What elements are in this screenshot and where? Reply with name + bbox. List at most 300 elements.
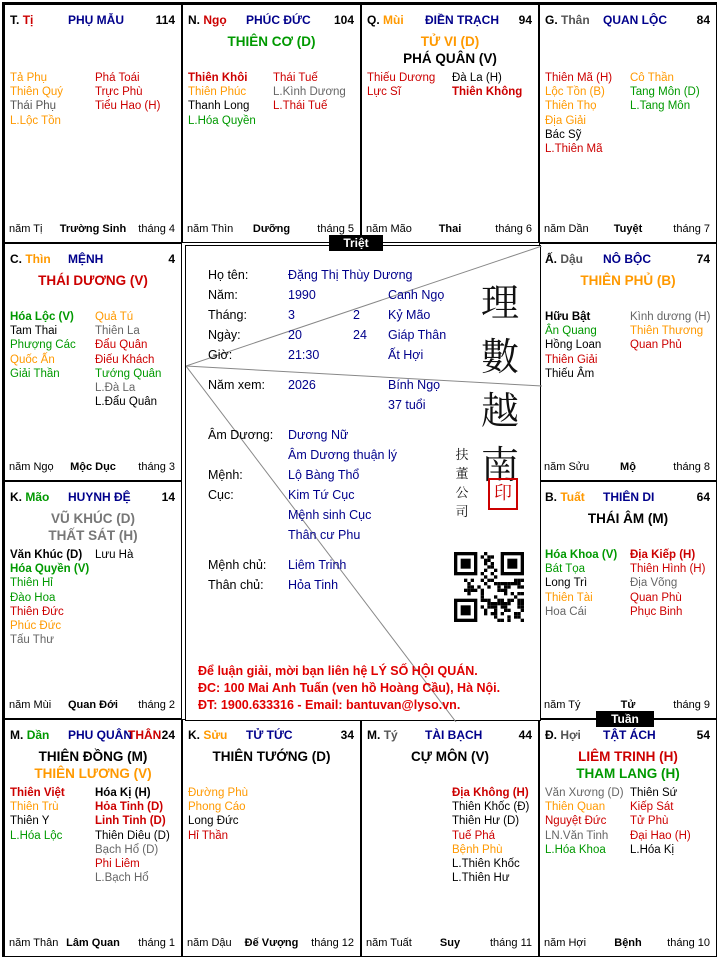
minor-star: LN.Văn Tinh xyxy=(545,829,609,842)
minor-star: Giải Thần xyxy=(10,367,60,380)
minor-star: Phong Cáo xyxy=(188,801,246,814)
branch-label xyxy=(545,13,590,27)
day-value: 20 xyxy=(288,328,302,342)
seal-char: 扶 xyxy=(455,448,469,463)
palace-stage: Dưỡng xyxy=(252,223,291,235)
palace-name: ĐIỀN TRẠCH xyxy=(425,13,499,27)
minor-stars-right xyxy=(452,786,529,885)
minor-star: Lực Sĩ xyxy=(367,86,401,99)
palace-number: 74 xyxy=(696,252,710,266)
year-value: 1990 xyxy=(288,288,316,302)
heavenly-stem: K. xyxy=(188,728,200,742)
palace-stage: Suy xyxy=(439,937,461,949)
palace-number: 114 xyxy=(155,13,175,27)
heavenly-stem: G. xyxy=(545,13,558,27)
palace-number: 54 xyxy=(696,728,710,742)
palace-month: tháng 8 xyxy=(673,461,710,473)
major-star: LIÊM TRINH (H) xyxy=(578,749,678,764)
minor-star: L.Hóa Quyền xyxy=(188,114,256,127)
palace-number: 44 xyxy=(518,728,532,742)
seal-small-text xyxy=(454,446,470,522)
minor-star: Hóa Kị (H) xyxy=(95,787,151,799)
minor-star: Phượng Các xyxy=(10,339,76,352)
palace-ngo[interactable] xyxy=(182,4,361,243)
minor-star: Thiên Hỉ xyxy=(10,577,53,590)
palace-year: năm Tý xyxy=(544,699,581,711)
minor-star: L.Hóa Khoa xyxy=(545,843,606,856)
branch-label xyxy=(188,13,227,27)
minor-stars-left xyxy=(367,71,435,99)
palace-name: QUAN LỘC xyxy=(603,13,667,27)
palace-name: HUYNH ĐỆ xyxy=(68,490,131,504)
minor-star: Thiên Mã (H) xyxy=(545,72,613,84)
palace-year: năm Sửu xyxy=(544,461,590,473)
major-stars xyxy=(5,272,181,289)
palace-stage: Tử xyxy=(620,699,636,711)
heavenly-stem: M. xyxy=(10,728,24,742)
minor-star: Thiên Khôi xyxy=(188,72,248,84)
minor-star: L.Thiên Mã xyxy=(545,142,603,155)
minor-star: Tuế Phá xyxy=(452,829,496,842)
palace-footer xyxy=(9,937,177,951)
palace-suu[interactable] xyxy=(182,719,361,957)
minor-star: Kiếp Sát xyxy=(630,801,674,814)
minor-star: Đào Hoa xyxy=(10,591,56,604)
palace-year: năm Thân xyxy=(9,937,59,949)
palace-name: THIÊN DI xyxy=(603,490,655,504)
minor-star: Tiểu Hao (H) xyxy=(95,100,161,113)
palace-number: 84 xyxy=(696,13,710,27)
minor-stars-right xyxy=(452,71,522,99)
minor-stars-right xyxy=(95,71,160,114)
palace-stage: Bệnh xyxy=(614,937,642,949)
minor-star: Hỉ Thần xyxy=(188,829,229,842)
palace-month: tháng 11 xyxy=(489,937,532,949)
minor-star: Hữu Bật xyxy=(545,311,591,323)
palace-month: tháng 10 xyxy=(667,937,710,949)
minor-star: Cô Thần xyxy=(630,72,674,84)
minor-star: Phi Liêm xyxy=(95,857,140,870)
palace-thin[interactable] xyxy=(4,243,182,481)
amduong-value: Dương Nữ xyxy=(288,428,349,442)
minor-star: L.Thiên Hư xyxy=(452,872,510,885)
palace-number: 64 xyxy=(696,490,710,504)
minor-star: Nguyệt Đức xyxy=(545,815,607,828)
palace-month: tháng 12 xyxy=(311,937,354,949)
minor-star: Địa Võng xyxy=(630,577,678,590)
palace-footer xyxy=(544,461,712,475)
palace-year: năm Mùi xyxy=(9,699,52,711)
palace-name: PHỤ MẪU xyxy=(68,13,124,27)
branch-label xyxy=(367,13,404,27)
minor-star: Thiên Khốc (Đ) xyxy=(452,801,530,814)
palace-footer xyxy=(544,937,712,951)
palace-mui[interactable] xyxy=(361,4,539,243)
palace-year: năm Hợi xyxy=(544,937,587,949)
palace-number: 94 xyxy=(518,13,532,27)
qr-code-icon[interactable] xyxy=(454,552,524,622)
minor-star: L.Kình Dương xyxy=(273,86,346,99)
major-stars xyxy=(5,510,181,544)
minor-star: L.Lộc Tồn xyxy=(10,114,61,127)
palace-year: năm Dậu xyxy=(187,937,232,949)
minor-stars-right xyxy=(95,786,170,885)
palace-dan[interactable] xyxy=(4,719,182,957)
minor-stars-right xyxy=(630,310,710,353)
minor-star: Quan Phù xyxy=(630,591,682,604)
palace-header xyxy=(367,728,534,744)
palace-year: năm Tuất xyxy=(366,937,412,949)
palace-footer xyxy=(366,937,534,951)
heavenly-stem: Q. xyxy=(367,13,380,27)
palace-year: năm Dần xyxy=(544,223,589,235)
palace-header xyxy=(10,728,177,744)
major-star: THIÊN LƯƠNG (V) xyxy=(34,766,152,781)
palace-footer xyxy=(9,461,177,475)
minor-star: Hóa Khoa (V) xyxy=(545,549,618,561)
branch-label xyxy=(545,728,581,742)
contact-line-3: ĐT: 1900.633316 - Email: bantuvan@lyso.vn. xyxy=(198,698,461,712)
center-info-panel xyxy=(185,245,541,721)
minor-star: Bạch Hổ (D) xyxy=(95,843,159,856)
triet-tag: Triệt xyxy=(329,235,383,251)
palace-name: PHÚC ĐỨC xyxy=(246,13,311,27)
minor-star: Đà La (H) xyxy=(452,72,502,84)
palace-year: năm Tị xyxy=(9,223,43,235)
branch-label xyxy=(10,728,49,742)
minor-star: Thiên Trù xyxy=(10,801,59,814)
heavenly-stem: M. xyxy=(367,728,381,742)
major-star: THẤT SÁT (H) xyxy=(48,528,138,543)
major-stars xyxy=(540,510,716,527)
palace-mao[interactable] xyxy=(4,481,182,719)
minor-star: Thiếu Dương xyxy=(367,72,436,84)
minor-star: Trực Phù xyxy=(95,86,143,99)
calligraphy-char: 理 xyxy=(480,281,519,325)
minor-star: Thanh Long xyxy=(188,100,250,113)
major-star: THIÊN PHỦ (B) xyxy=(580,273,676,288)
minor-stars-right xyxy=(273,71,346,114)
earthly-branch: Dậu xyxy=(560,252,584,266)
view-year-value: 2026 xyxy=(288,378,316,392)
major-stars xyxy=(362,33,538,67)
major-star: VŨ KHÚC (D) xyxy=(51,511,135,526)
heavenly-stem: T. xyxy=(10,13,20,27)
minor-star: Thiên La xyxy=(95,325,140,338)
minor-star: Thiên Giải xyxy=(545,353,598,366)
heavenly-stem: Ấ. xyxy=(545,252,557,266)
cuc-note-2: Thân cư Phu xyxy=(288,528,361,542)
calligraphy-char: 越 xyxy=(480,389,519,433)
minor-star: Thiên Không xyxy=(452,86,523,99)
minor-star: L.Bạch Hổ xyxy=(95,872,149,885)
palace-footer xyxy=(9,699,177,713)
earthly-branch: Tị xyxy=(22,13,34,27)
palace-number: 14 xyxy=(161,490,175,504)
seal-char: 公 xyxy=(455,486,469,501)
palace-year: năm Mão xyxy=(366,223,412,235)
minor-star: Địa Giải xyxy=(545,114,586,127)
palace-hoi[interactable] xyxy=(539,719,717,957)
amduong-label: Âm Dương: xyxy=(208,428,274,442)
palace-month: tháng 1 xyxy=(138,937,175,949)
palace-stage: Mộ xyxy=(620,461,636,473)
palace-month: tháng 4 xyxy=(138,223,175,235)
month-label: Tháng: xyxy=(208,308,247,322)
palace-number: 24 xyxy=(161,728,175,742)
major-star: PHÁ QUÂN (V) xyxy=(403,51,497,66)
view-year-label: Năm xem: xyxy=(208,378,265,392)
minor-star: Điếu Khách xyxy=(95,353,155,366)
seal-char: 司 xyxy=(455,505,469,520)
minor-star: Quả Tú xyxy=(95,311,134,323)
minor-stars-right xyxy=(630,71,700,114)
minor-star: L.Hóa Kị xyxy=(630,843,675,856)
major-stars xyxy=(540,272,716,289)
minor-stars-left xyxy=(188,786,248,843)
palace-number: 4 xyxy=(168,252,175,266)
minor-stars-right xyxy=(630,548,705,619)
month-can-chi: Kỷ Mão xyxy=(388,308,431,322)
palace-name: MỆNH xyxy=(68,252,104,266)
minor-star: Phục Binh xyxy=(630,605,683,618)
age-value: 37 tuổi xyxy=(388,398,426,412)
palace-header xyxy=(10,252,177,268)
palace-month: tháng 7 xyxy=(673,223,710,235)
major-star: CỰ MÔN (V) xyxy=(411,749,489,764)
heavenly-stem: C. xyxy=(10,252,22,266)
minor-star: Tử Phù xyxy=(630,815,669,828)
minor-star: L.Thái Tuế xyxy=(273,100,328,113)
minor-star: Ân Quang xyxy=(545,325,597,338)
palace-year: năm Thìn xyxy=(187,223,234,235)
palace-header xyxy=(10,490,177,506)
minor-stars-left xyxy=(10,310,76,381)
earthly-branch: Tý xyxy=(383,728,398,742)
palace-year: năm Ngọ xyxy=(9,461,54,473)
palace-name: TÀI BẠCH xyxy=(425,728,483,742)
day-lunar: 24 xyxy=(353,328,367,342)
palace-dau[interactable] xyxy=(539,243,717,481)
minor-stars-left xyxy=(545,786,624,857)
branch-label xyxy=(10,13,33,27)
palace-month: tháng 2 xyxy=(138,699,175,711)
minor-star: Thiên Phúc xyxy=(188,86,247,99)
major-star: THAM LANG (H) xyxy=(576,766,680,781)
minor-star: Thiên Y xyxy=(10,815,50,828)
minor-stars-right xyxy=(630,786,691,857)
palace-month: tháng 6 xyxy=(495,223,532,235)
contact-line-1: Để luận giải, mời bạn liên hệ LÝ SỐ HỘI QUÁN. xyxy=(198,664,478,678)
palace-header xyxy=(545,728,712,744)
minor-stars-left xyxy=(10,71,63,128)
calligraphy-char: 數 xyxy=(480,335,519,379)
palace-month: tháng 9 xyxy=(673,699,710,711)
minor-star: Linh Tinh (D) xyxy=(95,815,166,828)
palace-stage: Lâm Quan xyxy=(66,937,120,949)
minor-star: Tam Thai xyxy=(10,325,58,338)
palace-footer xyxy=(9,223,177,237)
menh-chu-label: Mệnh chủ: xyxy=(208,558,267,572)
palace-footer xyxy=(544,223,712,237)
red-seal-stamp: 印 xyxy=(488,478,518,510)
month-value: 3 xyxy=(288,308,295,322)
cuc-value: Kim Tứ Cục xyxy=(288,488,355,502)
minor-star: Thiếu Âm xyxy=(545,367,595,380)
minor-star: Thiên Diêu (D) xyxy=(95,829,170,842)
heavenly-stem: B. xyxy=(545,490,557,504)
branch-label xyxy=(10,490,49,504)
minor-star: Thiên Thọ xyxy=(545,100,597,113)
minor-stars-right xyxy=(95,310,161,409)
minor-star: Bệnh Phù xyxy=(452,843,503,856)
menh-chu-value: Liêm Trinh xyxy=(288,558,347,572)
major-star: THÁI DƯƠNG (V) xyxy=(38,273,148,288)
major-star: THÁI ÂM (M) xyxy=(587,511,669,526)
minor-stars-left xyxy=(545,310,601,381)
branch-label xyxy=(545,490,585,504)
minor-stars-left xyxy=(545,548,617,619)
minor-star: Hóa Lộc (V) xyxy=(10,311,74,323)
tuan-tag: Tuần xyxy=(596,711,654,727)
major-stars xyxy=(5,748,181,782)
minor-star: Lộc Tồn (B) xyxy=(545,86,605,99)
minor-star: Tang Môn (D) xyxy=(630,86,700,99)
than-chu-value: Hỏa Tinh xyxy=(288,578,339,592)
major-star: THIÊN TƯỚNG (D) xyxy=(212,749,331,764)
minor-star: Đẩu Quân xyxy=(95,339,148,352)
major-stars xyxy=(183,748,360,765)
minor-star: Long Đức xyxy=(188,815,239,828)
name-value: Đặng Thị Thùy Dương xyxy=(288,268,413,282)
major-stars xyxy=(183,33,360,50)
earthly-branch: Ngọ xyxy=(203,13,227,27)
minor-star: Thiên Quý xyxy=(10,86,64,99)
minor-star: Đại Hao (H) xyxy=(630,829,691,842)
palace-tuat[interactable] xyxy=(539,481,717,719)
earthly-branch: Mùi xyxy=(383,13,404,27)
branch-label xyxy=(545,252,583,266)
palace-stage: Thai xyxy=(438,223,462,235)
cuc-label: Cục: xyxy=(208,488,234,502)
earthly-branch: Hợi xyxy=(560,728,581,742)
minor-star: Văn Khúc (D) xyxy=(10,549,83,561)
calligraphy-char: 南 xyxy=(480,443,519,487)
branch-label xyxy=(188,728,227,742)
name-label: Họ tên: xyxy=(208,268,249,282)
calligraphy-logo xyxy=(472,276,528,492)
horoscope-board xyxy=(2,2,717,957)
major-star: TỬ VI (D) xyxy=(420,34,480,49)
palace-month: tháng 5 xyxy=(317,223,354,235)
palace-header xyxy=(545,252,712,268)
minor-star: Tướng Quân xyxy=(95,367,162,380)
view-year-can-chi: Bính Ngọ xyxy=(388,378,441,392)
earthly-branch: Tuất xyxy=(560,490,585,504)
seal-char: 董 xyxy=(455,467,469,482)
palace-footer xyxy=(187,937,356,951)
minor-star: Địa Kiếp (H) xyxy=(630,549,696,561)
major-stars xyxy=(362,748,538,765)
minor-star: Thiên Đức xyxy=(10,605,64,618)
cuc-note-1: Mệnh sinh Cục xyxy=(288,508,372,522)
palace-number: 104 xyxy=(333,13,354,27)
minor-star: Thiên Sứ xyxy=(630,787,678,799)
minor-star: Lưu Hà xyxy=(95,549,134,561)
palace-header xyxy=(545,13,712,29)
minor-star: Hồng Loan xyxy=(545,339,602,352)
year-label: Năm: xyxy=(208,288,238,302)
minor-star: Văn Xương (D) xyxy=(545,787,624,799)
minor-star: Thiên Quan xyxy=(545,801,606,814)
month-lunar: 2 xyxy=(353,308,360,322)
earthly-branch: Thìn xyxy=(25,252,51,266)
minor-stars-left xyxy=(10,548,89,647)
palace-month: tháng 3 xyxy=(138,461,175,473)
minor-star: Thiên Thương xyxy=(630,325,704,338)
minor-star: Thiên Việt xyxy=(10,787,65,799)
palace-stage: Trường Sinh xyxy=(59,223,127,235)
minor-stars-left xyxy=(10,786,65,843)
minor-star: Bát Tọa xyxy=(545,563,586,576)
minor-star: Thiên Hư (D) xyxy=(452,815,520,828)
earthly-branch: Dần xyxy=(26,728,50,742)
minor-star: Tả Phụ xyxy=(10,72,48,84)
minor-star: L.Đẩu Quân xyxy=(95,396,158,409)
palace-stage: Mộc Dục xyxy=(70,461,116,473)
minor-star: Hoa Cái xyxy=(545,605,587,618)
major-star: THIÊN ĐỒNG (M) xyxy=(38,749,148,764)
than-chu-label: Thân chủ: xyxy=(208,578,264,592)
palace-header xyxy=(367,13,534,29)
minor-star: Kình dương (H) xyxy=(630,311,711,323)
earthly-branch: Thân xyxy=(561,13,590,27)
palace-header xyxy=(188,728,356,744)
palace-header xyxy=(188,13,356,29)
menh-value: Lộ Bàng Thổ xyxy=(288,468,360,482)
palace-ti[interactable] xyxy=(4,4,182,243)
than-tag: THÂN xyxy=(128,728,162,742)
palace-than[interactable] xyxy=(539,4,717,243)
palace-stage: Đế Vượng xyxy=(244,937,299,949)
hour-can-chi: Ất Hợi xyxy=(388,348,424,362)
day-label: Ngày: xyxy=(208,328,241,342)
minor-stars-right xyxy=(95,548,133,562)
heavenly-stem: N. xyxy=(188,13,200,27)
minor-star: Tấu Thư xyxy=(10,634,54,647)
minor-star: L.Đà La xyxy=(95,381,136,394)
minor-stars-left xyxy=(545,71,612,156)
minor-star: Thái Phụ xyxy=(10,100,57,113)
branch-label xyxy=(10,252,51,266)
heavenly-stem: Đ. xyxy=(545,728,557,742)
minor-star: L.Hóa Lộc xyxy=(10,829,63,842)
palace-name: TẬT ÁCH xyxy=(603,728,656,742)
minor-star: Bác Sỹ xyxy=(545,128,582,141)
minor-star: Đường Phù xyxy=(188,787,248,799)
major-stars xyxy=(540,748,716,782)
minor-star: Thiên Tài xyxy=(545,591,593,604)
minor-star: Địa Không (H) xyxy=(452,787,529,799)
hour-value: 21:30 xyxy=(288,348,320,362)
earthly-branch: Mão xyxy=(25,490,50,504)
palace-ty[interactable] xyxy=(361,719,539,957)
palace-name: PHU QUÂN xyxy=(68,728,133,742)
minor-star: Quốc Ấn xyxy=(10,353,55,366)
palace-stage: Quan Đới xyxy=(68,699,118,711)
minor-star: Hóa Quyền (V) xyxy=(10,563,90,576)
amduong-note: Âm Dương thuận lý xyxy=(288,448,397,462)
